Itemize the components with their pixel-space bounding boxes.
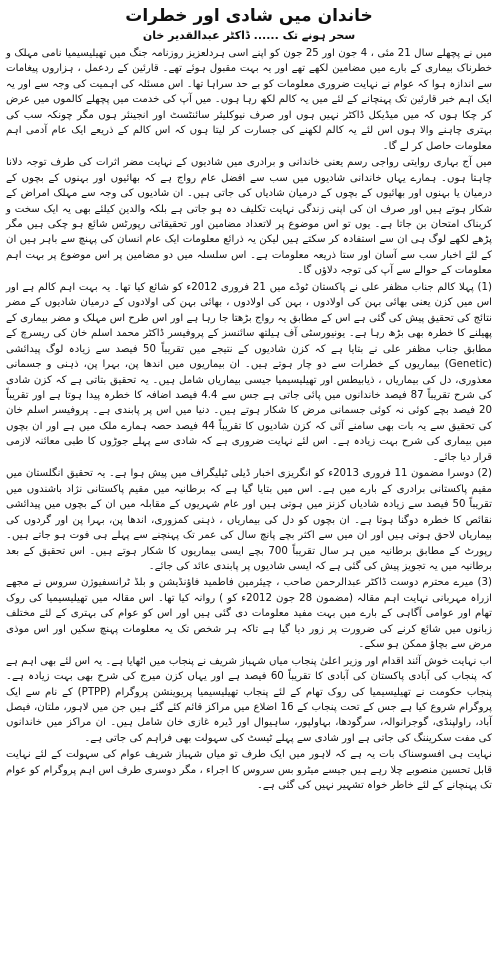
article-paragraph: میں آج بہاری روایتی رواجی رسم یعنی خاندانی و برادری میں شادیوں کے نہایت مضر اثرات کی طرف توجہ دلانا چاہتا ہوں۔ ہمارے یہاں خاندانی شادیوں میں سب سے افضل عام رواج ہے کہ بھائیوں اور بہنوں کے بچوں کے درمیان یا بہنوں اور بھائیوں کے بچوں کے درمیان شادیاں کی جاتی ہیں۔ ان شادیوں کی وجہ سے مہلک امراض کے شکار ہوتے ہیں اور صرف ان کی اپنی زندگی نہایت تکلیف دہ ہو جاتی ہے بلکہ والدین کیلئے بھی یہ ایک سخت و کربناک امتحان بن جاتا ہے۔ یوں تو اس موضوع پر لاتعداد مضامین اور تحقیقاتی رپورٹس شائع ہو چکی ہیں مگر پڑھے لکھے لوگ ہی ان سے استفادہ کر سکتے ہیں لیکن یہ ذرائع معلومات ایک عام انسان کی پہنچ سے باہر ہیں ان کے لئے اخبار سب سے آسان اور ستا ذریعہ معلومات ہے۔ اس سلسلہ میں دو مضامین پر اس موضوع پر بہت اہم معلومات کے حوالے سے آپ کی توجہ دلاؤں گا۔ <box>6 157 492 277</box>
article-paragraph: (3) میرے محترم دوست ڈاکٹر عبدالرحمن صاحب ، چیئرمین فاطمید فاؤنڈیشن و بلڈ ٹرانسفیوژن سروس نے مجھے ازراہ مہربانی نہایت اہم مقالہ (مضمون 28 جون 2012ء کو ) روانہ کیا تھا۔ اس مقالہ میں تھیلیسیمیا کی روک تھام اور عوامی آگاہی کے بارے میں بہت مفید معلومات دی گئی ہیں اور اس کو عوام کی بہتری کے لئے مختلف زبانوں میں شائع کرنے کی ضرورت پر زور دیا گیا ہے تاکہ ہر شخص تک یہ معلومات پہنچ سکیں اور اس موذی مرض سے بچاؤ ممکن ہو سکے۔ <box>6 577 492 651</box>
article-paragraph: نہایت ہی افسوسناک بات یہ ہے کہ لاہور میں ایک طرف تو میاں شہباز شریف عوام کی سہولت کے لئے نہایت قابل تحسین منصوبے چلا رہے ہیں جیسے میٹرو بس سروس کا اجراء ، مگر دوسری طرف اس اہم پروگرام کو عوام تک پہنچانے کے لئے خاطر خواہ تشہیر نہیں کی گئی ہے۔ <box>6 749 492 792</box>
article-paragraph: اب نہایت خوش آئند اقدام اور وزیر اعلیٰ پنجاب میاں شہباز شریف نے پنجاب میں اٹھایا ہے۔ یہ اس لئے بھی اہم ہے کہ پنجاب کی آبادی پاکستان کی آبادی کا تقریباً 60 فیصد ہے اور یہاں کزن میرج کی شرح بھی بہت زیادہ ہے۔ پنجاب حکومت نے تھیلیسیمیا کی روک تھام کے لئے پنجاب تھیلیسیمیا پریوینشن پروگرام (PTPP) کے نام سے ایک پروگرام شروع کیا ہے جس کے تحت پنجاب کے 16 اضلاع میں مراکز قائم کئے گئے ہیں جن میں لاہور، ملتان، فیصل آباد، راولپنڈی، گوجرانوالہ، سرگودھا، بہاولپور، ساہیوال اور ڈیرہ غازی خان شامل ہیں۔ ان مراکز میں خاندانوں کی مفت سکریننگ کی جاتی ہے اور شادی سے پہلے ٹیسٹ کی سہولت بھی فراہم کی جاتی ہے۔ <box>6 655 492 744</box>
article-paragraph: (2) دوسرا مضمون 11 فروری 2013ء کو انگریزی اخبار ڈیلی ٹیلیگراف میں پیش ہوا ہے۔ یہ تحقیق انگلستان میں مقیم پاکستانی برادری کے بارے میں ہے۔ اس میں بتایا گیا ہے کہ برطانیہ میں مقیم پاکستانی نژاد باشندوں میں تقریباً 50 فیصد سے زیادہ شادیاں کزنز میں ہوتی ہیں اور عام شہریوں کے مقابلہ میں ان کے بچوں میں پیدائشی نقائص کا خطرہ دوگنا ہوتا ہے۔ ان بچوں کو دل کی بیماریاں ، ذہنی کمزوری، اندھا پن، بہرا پن اور گردوں کی بیماریاں لاحق ہوتی ہیں اور ان میں سے اکثر بچے پانچ سال کی عمر تک پہنچنے سے پہلے ہی فوت ہو جاتے ہیں۔ رپورٹ کے مطابق برطانیہ میں ہر سال تقریباً 700 بچے ایسی بیماریوں کا شکار ہوتے ہیں۔ اس تحقیق کے بعد برطانیہ میں یہ تجویز پیش کی گئی ہے کہ ایسی شادیوں پر پابندی عائد کی جائے۔ <box>6 468 492 572</box>
article-body <box>6 46 492 794</box>
article-title: خاندان میں شادی اور خطرات <box>125 6 373 26</box>
article-paragraph: میں نے پچھلے سال 21 مئی ، 4 جون اور 25 جون کو اپنے اسی ہردلعزیز روزنامہ جنگ میں تھیلیسیمیا نامی مہلک و خطرناک بیماری کے بارے میں مضامین لکھے تھے اور یہ بہت مقبول ہوئے تھے۔ قارئین کے ردعمل ، ہزاروں پیغامات سے اندازہ ہوا کہ عوام نے نہایت ضروری معلومات کو بے حد سراہا تھا۔ اس مسئلہ کی اہمیت کی وجہ سے اور یہ ایک اہم خبر قارئین تک پہنچانے کے لئے میں یہ کالم لکھ رہا ہوں۔ میں آپ کی خدمت میں پچھلے کالموں میں عرض کر چکا ہوں کہ میں میڈیکل ڈاکٹر نہیں ہوں اور صرف نیوکلیئر سائنٹسٹ اور انجینئر ہوں مگر چونکہ سب کی بہتری چاہنے والا ہوں اس لئے یہ کالم لکھنے کی جسارت کر لیتا ہوں کہ اس کالم کے ذریعے ایک عام آدمی اہم معلومات حاصل کر لے گا۔ <box>6 48 492 152</box>
article-paragraph: (1) پہلا کالم جناب مظفر علی نے پاکستان ٹوڈے میں 21 فروری 2012ء کو شائع کیا تھا۔ یہ بہت اہم کالم ہے اور اس میں کزن یعنی بھائی بہن کی اولادوں ، بہن کی اولادوں ، بھائی بہن کی اولادوں کے درمیان شادیوں کے مضر نتائج کی تحقیق پیش کی گئی ہے اس کے مطابق یہ رواج بڑھتا جا رہا ہے اور اس طرح اس مہلک و مضر بیماری کے پھیلنے کا خطرہ بھی بڑھ رہا ہے۔ یونیورسٹی آف ہیلتھ سائنسز کے پروفیسر ڈاکٹر محمد اسلم خان کی ریسرچ کے مطابق جناب مظفر علی نے بتایا ہے کہ کزن شادیوں کے نتیجے میں تقریباً 50 فیصد سے زیادہ لوگ پیدائشی (Genetic) بیماریوں کے خطرات سے دو چار ہوتے ہیں۔ ان بیماریوں میں اندھا پن، بہرا پن، ذہنی و جسمانی معذوری، دل کی بیماریاں ، ذیابیطس اور تھیلیسیمیا جیسی بیماریاں شامل ہیں۔ یہ تحقیق بتاتی ہے کہ کزن شادی کی شرح تقریباً 87 فیصد خاندانوں میں پائی جاتی ہے جس سے 4.4 فیصد اضافہ کا خطرہ پیدا ہوتا ہے اور تقریباً 20 فیصد بچے کوئی نہ کوئی جسمانی مرض کا شکار ہوتے ہیں۔ دنیا میں اس پر پابندی ہے۔ پروفیسر اسلم خان کی تحقیق سے یہ بات بھی سامنے آئی کہ کزن شادیوں کا تقریباً 44 فیصد حصہ ہمارے ملک میں ہے اور ان بچوں میں بیماری کی شرح بہت زیادہ ہے۔ اس لئے نہایت ضروری ہے کہ شادی سے پہلے جوڑوں کا طبی معائنہ لازمی قرار دیا جائے۔ <box>6 281 492 463</box>
article-byline: سحر ہونے تک ...... ڈاکٹر عبدالقدیر خان <box>142 29 356 42</box>
